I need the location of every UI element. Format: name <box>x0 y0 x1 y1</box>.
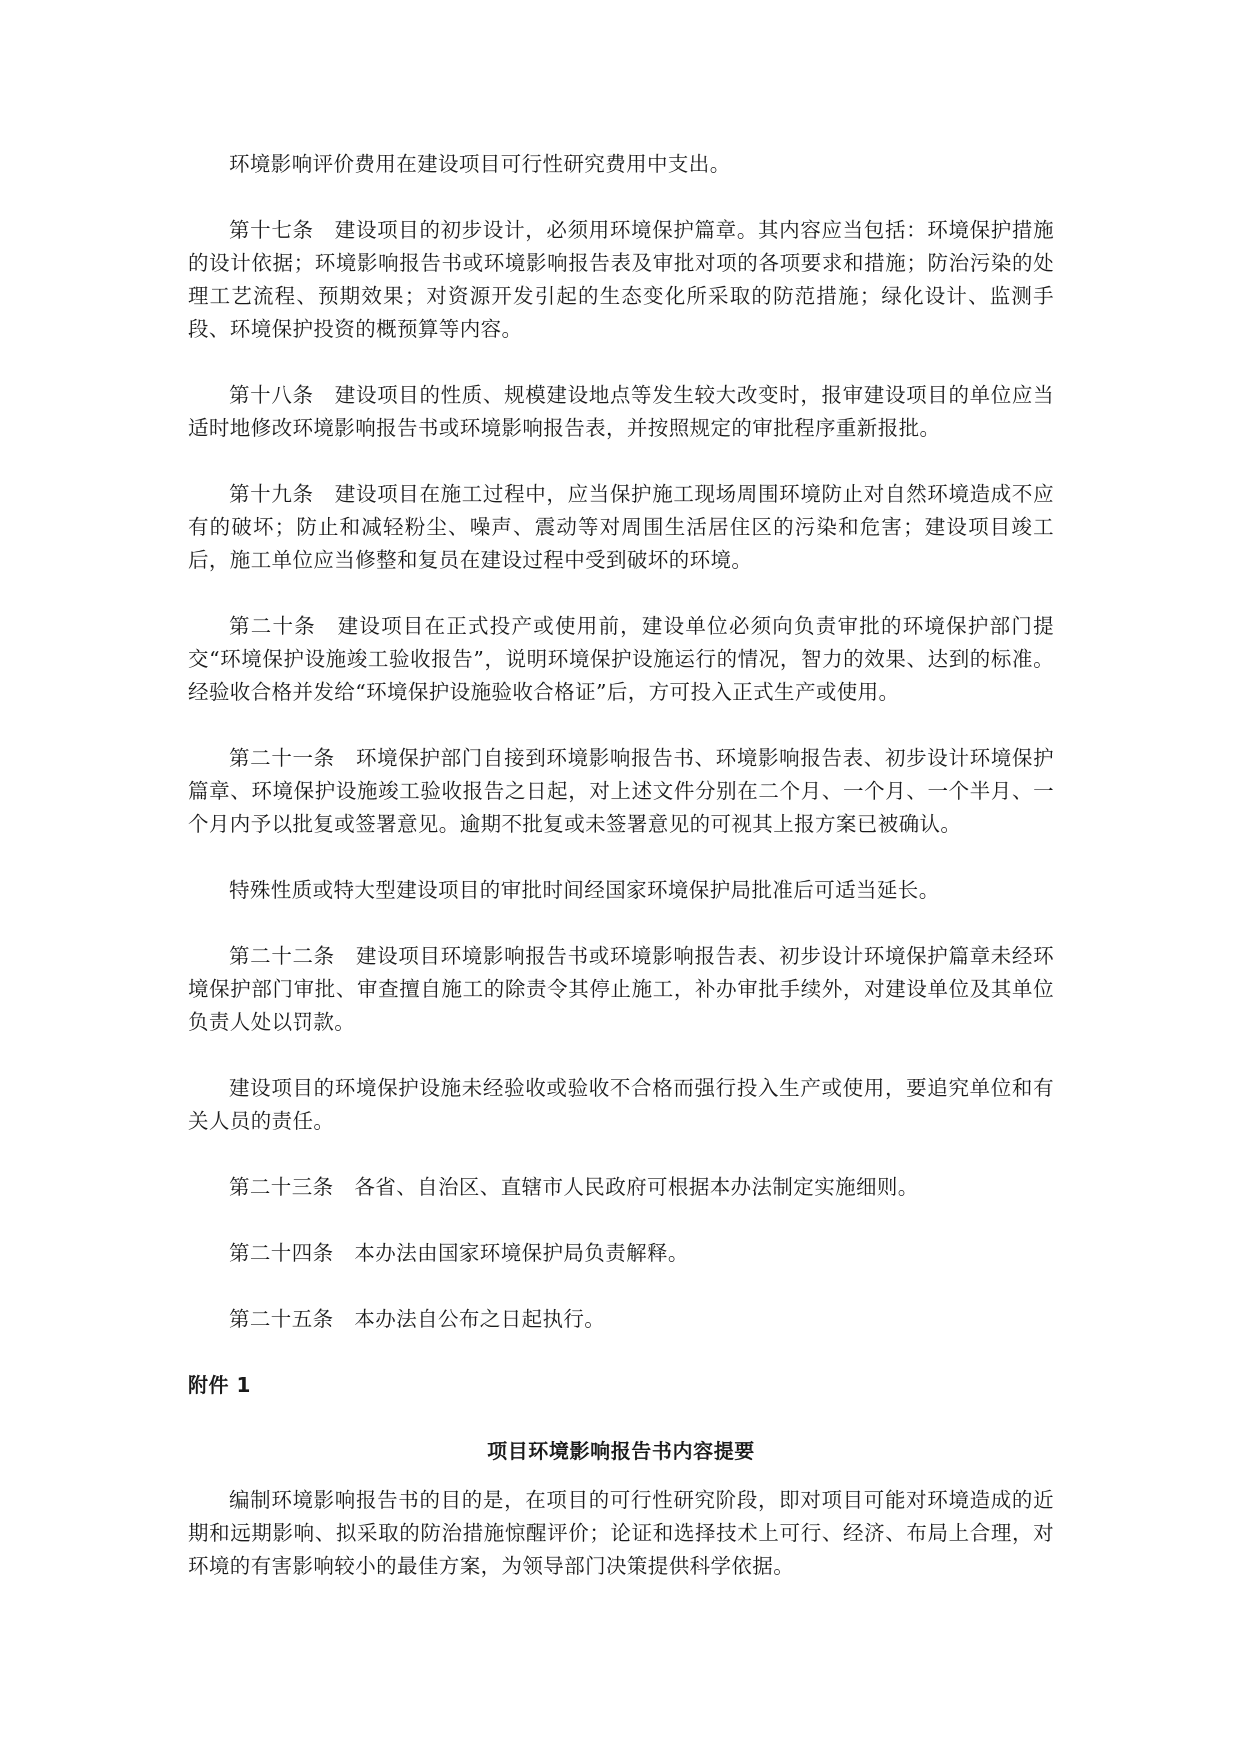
article-17: 第十七条 建设项目的初步设计，必须用环境保护篇章。其内容应当包括：环境保护措施的设计依据；环境影响报告书或环境影响报告表及审批对项的各项要求和措施；防治污染的处理工艺流程、预期效果；对资源开发引起的生态变化所采取的防范措施；绿化设计、监测手段、环境保护投资的概预算等内容。 <box>188 218 1054 341</box>
article-19: 第十九条 建设项目在施工过程中，应当保护施工现场周围环境防止对自然环境造成不应有的破坏；防止和减轻粉尘、噪声、震动等对周围生活居住区的污染和危害；建设项目竣工后，施工单位应当修整和复员在建设过程中受到破坏的环境。 <box>188 482 1054 572</box>
paragraph-purpose: 编制环境影响报告书的目的是，在项目的可行性研究阶段，即对项目可能对环境造成的近期和远期影响、拟采取的防治措施惊醒评价；论证和选择技术上可行、经济、布局上合理，对环境的有害影响较小的最佳方案，为领导部门决策提供科学依据。 <box>188 1488 1054 1578</box>
paragraph-liability: 建设项目的环境保护设施未经验收或验收不合格而强行投入生产或使用，要追究单位和有关人员的责任。 <box>188 1076 1054 1133</box>
attachment-title: 项目环境影响报告书内容提要 <box>487 1439 755 1463</box>
paragraph-extension: 特殊性质或特大型建设项目的审批时间经国家环境保护局批准后可适当延长。 <box>229 878 940 902</box>
article-22: 第二十二条 建设项目环境影响报告书或环境影响报告表、初步设计环境保护篇章未经环境保护部门审批、审查擅自施工的除责令其停止施工，补办审批手续外，对建设单位及其单位负责人处以罚款。 <box>188 944 1054 1034</box>
article-23: 第二十三条 各省、自治区、直辖市人民政府可根据本办法制定实施细则。 <box>229 1175 919 1199</box>
attachment-label: 附件 1 <box>188 1373 251 1397</box>
article-20: 第二十条 建设项目在正式投产或使用前，建设单位必须向负责审批的环境保护部门提交“环境保护设施竣工验收报告”，说明环境保护设施运行的情况，智力的效果、达到的标准。经验收合格并发给“环境保护设施验收合格证”后，方可投入正式生产或使用。 <box>188 614 1054 704</box>
paragraph-fee: 环境影响评价费用在建设项目可行性研究费用中支出。 <box>229 152 731 176</box>
article-18: 第十八条 建设项目的性质、规模建设地点等发生较大改变时，报审建设项目的单位应当适时地修改环境影响报告书或环境影响报告表，并按照规定的审批程序重新报批。 <box>188 383 1054 440</box>
article-24: 第二十四条 本办法由国家环境保护局负责解释。 <box>229 1241 689 1265</box>
article-25: 第二十五条 本办法自公布之日起执行。 <box>229 1307 606 1331</box>
document-page <box>188 148 1054 1583</box>
article-21: 第二十一条 环境保护部门自接到环境影响报告书、环境影响报告表、初步设计环境保护篇章、环境保护设施竣工验收报告之日起，对上述文件分别在二个月、一个月、一个半月、一个月内予以批复或签署意见。逾期不批复或未签署意见的可视其上报方案已被确认。 <box>188 746 1054 836</box>
